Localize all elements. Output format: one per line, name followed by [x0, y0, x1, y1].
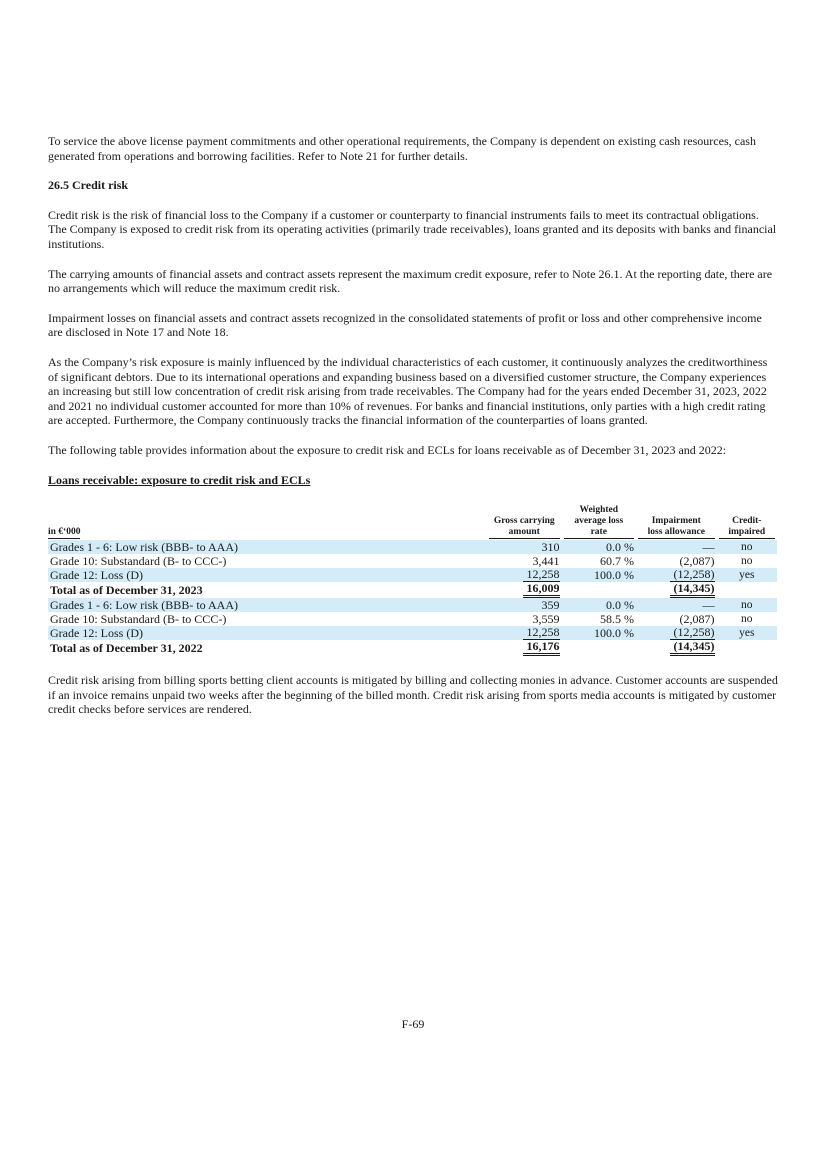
- table-header-row: [48, 505, 777, 540]
- row-credit-impaired: [717, 640, 777, 656]
- row-rate: 58.5 %: [600, 611, 634, 626]
- header-credit-line2: impaired: [719, 527, 775, 539]
- row-label: Total as of December 31, 2023: [50, 582, 203, 597]
- header-unit: [48, 505, 487, 540]
- row-rate: 100.0 %: [562, 626, 637, 640]
- page-number: F-69: [401, 1017, 425, 1031]
- paragraph-impairment-losses: Impairment losses on financial assets and contract assets recognized in the consolidated statements of profit or loss and other comprehensive income are disclosed in Note 17 and Note 18.: [48, 310, 762, 340]
- paragraph-billing-credit-risk: Credit risk arising from billing sports betting client accounts is mitigated by billing and collecting monies in advance. Customer accounts are suspended if an invoice remains unpaid two weeks after the beginning of the billed month. Credit risk arising from sports media accounts is mitigated by customer credit checks before services are rendered.: [48, 673, 778, 717]
- row-impairment: [636, 582, 717, 598]
- row-gross: 310: [487, 540, 562, 554]
- row-impairment-value: (12,258): [670, 568, 715, 582]
- row-rate: [562, 582, 637, 598]
- row-label: Grade 12: Loss (D): [48, 568, 487, 582]
- header-gross-line2: amount: [489, 527, 560, 539]
- row-gross: [487, 568, 562, 582]
- row-label: Total as of December 31, 2022: [50, 640, 203, 655]
- row-label: Grades 1 - 6: Low risk (BBB- to AAA): [48, 598, 487, 612]
- header-gross: [487, 505, 562, 540]
- row-credit-impaired: no: [741, 612, 753, 625]
- paragraph-liquidity: To service the above license payment commitments and other operational requirements, the Company is dependent on existing cash resources, cash generated from operations and borrowing facilities. Refer to Note 21 for further details.: [48, 134, 756, 163]
- row-rate: 100.0 %: [562, 568, 637, 582]
- table-row: [48, 612, 777, 626]
- table-row: [48, 598, 777, 612]
- row-impairment: —: [636, 598, 717, 612]
- row-impairment: —: [636, 540, 717, 554]
- header-unit-label: in €‘000: [48, 527, 81, 538]
- row-gross: [487, 640, 562, 656]
- paragraph-table-intro: The following table provides information about the exposure to credit risk and ECLs for loans receivable as of December 31, 2023 and 2022:: [48, 442, 727, 457]
- row-label: Grades 1 - 6: Low risk (BBB- to AAA): [48, 540, 487, 554]
- row-impairment-value: (14,345): [670, 582, 715, 598]
- paragraph-risk-exposure: As the Company’s risk exposure is mainly influenced by the individual characteristics of each customer, it continuously analyzes the creditworthiness of significant debtors. Due to its international operations and expanding business based on a diversified customer structure, the Company experiences an increasing but still low concentration of credit risk arising from trade receivables. The Company had for the years ended December 31, 2023, 2022 and 2021 no individual customer accounted for more than 10% of revenues. For banks and financial institutions, only parties with a high credit rating are accepted. Furthermore, the Company continuously tracks the financial information of the counterparties of loans granted.: [48, 354, 768, 428]
- header-impairment: [636, 505, 717, 540]
- row-rate: 0.0 %: [562, 598, 637, 612]
- row-label: Grade 12: Loss (D): [48, 626, 487, 640]
- row-gross: 3,441: [532, 553, 560, 568]
- header-rate-line1: Weighted: [579, 505, 619, 516]
- table-total-row: [48, 582, 777, 598]
- header-impairment-line2: loss allowance: [638, 527, 715, 539]
- row-rate: [562, 640, 637, 656]
- header-impairment-line1: Impairment: [651, 516, 701, 527]
- table-row: [48, 568, 777, 582]
- row-impairment-value: (12,258): [670, 626, 715, 640]
- row-rate: 60.7 %: [600, 553, 634, 568]
- paragraph-credit-risk-definition: Credit risk is the risk of financial loss to the Company if a customer or counterparty to financial instruments fails to meet its contractual obligations. The Company is exposed to credit risk from its operating activities (primarily trade receivables), loans granted and its deposits with banks and financial institutions.: [48, 207, 777, 251]
- row-gross: 3,559: [532, 611, 560, 626]
- row-gross-value: 16,009: [523, 582, 560, 598]
- header-rate-line3: rate: [564, 527, 635, 539]
- row-impairment: (2,087): [679, 611, 715, 626]
- row-impairment: [636, 626, 717, 640]
- row-credit-impaired: [717, 582, 777, 598]
- row-credit-impaired: no: [741, 554, 753, 567]
- header-credit-impaired: [717, 505, 777, 540]
- header-rate: [562, 505, 637, 540]
- header-credit-line1: Credit-: [732, 516, 762, 527]
- header-gross-line1: Gross carrying: [493, 516, 555, 527]
- row-gross-value: 12,258: [523, 626, 560, 640]
- table-total-row: [48, 640, 777, 656]
- row-rate: 0.0 %: [562, 540, 637, 554]
- row-credit-impaired: yes: [717, 568, 777, 582]
- table-row: [48, 626, 777, 640]
- table-row: [48, 554, 777, 568]
- row-gross-value: 16,176: [523, 640, 560, 656]
- row-gross: [487, 626, 562, 640]
- document-page: [48, 134, 778, 717]
- row-credit-impaired: no: [717, 540, 777, 554]
- table-title: Loans receivable: exposure to credit risk and ECLs: [48, 472, 311, 487]
- row-credit-impaired: yes: [717, 626, 777, 640]
- section-heading-credit-risk: 26.5 Credit risk: [48, 178, 129, 193]
- row-impairment: [636, 568, 717, 582]
- table-row: [48, 540, 777, 554]
- row-label: Grade 10: Substandard (B- to CCC-): [50, 553, 227, 568]
- row-gross-value: 12,258: [523, 568, 560, 582]
- row-label: Grade 10: Substandard (B- to CCC-): [50, 611, 227, 626]
- row-gross: 359: [487, 598, 562, 612]
- row-gross: [487, 582, 562, 598]
- row-credit-impaired: no: [717, 598, 777, 612]
- row-impairment: [636, 640, 717, 656]
- header-rate-line2: average loss: [574, 516, 624, 527]
- row-impairment-value: (14,345): [670, 640, 715, 656]
- row-impairment: (2,087): [679, 553, 715, 568]
- loans-receivable-table: [48, 505, 777, 656]
- paragraph-carrying-amounts: The carrying amounts of financial assets and contract assets represent the maximum credit exposure, refer to Note 26.1. At the reporting date, there are no arrangements which will reduce the maximum credit risk.: [48, 266, 773, 296]
